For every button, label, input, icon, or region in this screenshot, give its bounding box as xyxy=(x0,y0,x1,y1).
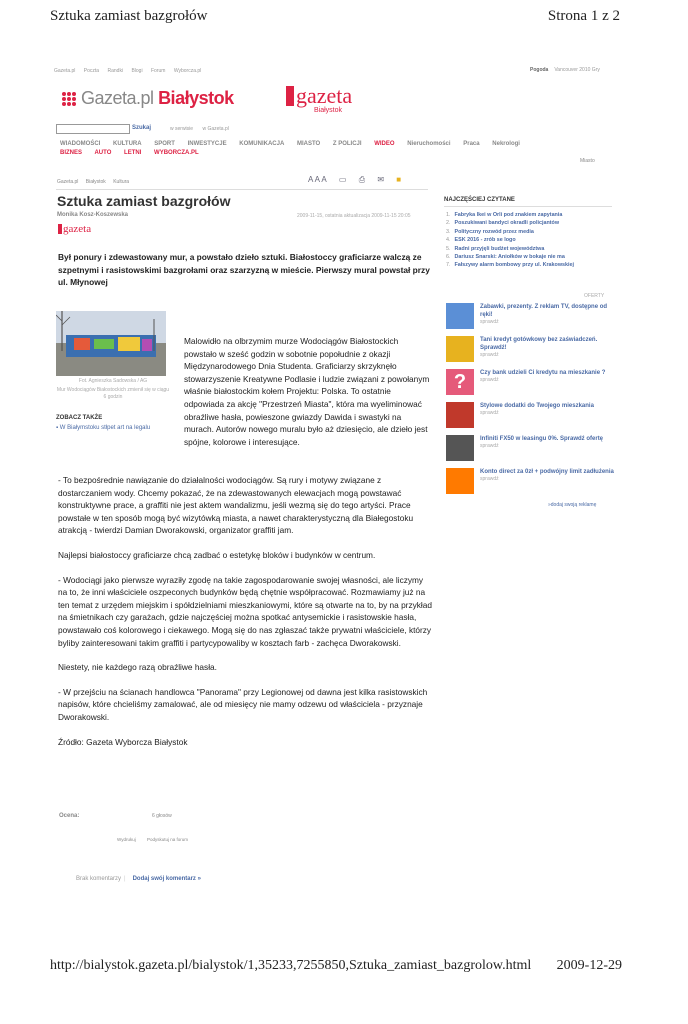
nav-item[interactable]: MIASTO xyxy=(296,141,321,147)
search-scope xyxy=(170,126,237,132)
miasto-link[interactable]: Miasto xyxy=(580,158,595,164)
most-read-item[interactable]: 2. Poszukiwani bandyci okradli policjantów xyxy=(446,220,560,227)
nav-item[interactable]: WYBORCZA.PL xyxy=(154,150,199,156)
breadcrumb-item[interactable]: Białystok xyxy=(85,179,106,185)
gw-source-logo xyxy=(58,224,91,234)
nav-item[interactable]: KULTURA xyxy=(113,141,142,147)
add-comment-link[interactable]: Dodaj swój komentarz » xyxy=(132,876,201,882)
offer-title[interactable]: Tani kredyt gotówkowy bez zaświadczeń. Sprawdź! xyxy=(480,337,598,351)
photo-box xyxy=(56,311,170,455)
nav-item[interactable]: Praca xyxy=(463,141,480,147)
topnav-link[interactable]: Wyborcza.pl xyxy=(173,68,202,74)
add-ad-link[interactable]: »dodaj swoją reklamę xyxy=(548,502,597,508)
nav-item[interactable]: KOMUNIKACJA xyxy=(239,141,285,147)
article-paragraph: Niestety, nie każdego razą obraźliwe hasła. xyxy=(58,662,217,673)
nav-item[interactable]: Nieruchomości xyxy=(407,141,451,147)
nav-item[interactable]: Nekrologi xyxy=(492,141,520,147)
main-navigation xyxy=(60,141,531,147)
print-link[interactable]: Wydrukuj xyxy=(117,837,136,842)
print-icon[interactable]: ⎙ xyxy=(358,175,366,184)
offer-title[interactable]: Zabawki, prezenty. Z reklam TV, dostępne od ręki! xyxy=(480,304,608,318)
offer-item[interactable] xyxy=(446,435,616,468)
logo-dots-icon xyxy=(62,92,76,106)
offer-thumbnail[interactable] xyxy=(446,435,474,461)
offer-source: sprawdź xyxy=(480,377,499,383)
offer-source: sprawdź xyxy=(480,352,499,358)
article-author: Monika Kosz-Koszewska xyxy=(57,212,129,218)
nav-item[interactable]: INWESTYCJE xyxy=(187,141,227,147)
article-paragraph: - Wodociągi jako pierwsze wyraziły zgodę na takie zagospodarowanie swojej własności, ale liczymy na to, że inni właściciele oszpeconych budynków będą chętnie współpracować. Rozmawiamy już na ten temat z urzędem miejskim i spółdzielniami mieszkaniowymi, które są otwarte na to, by na przykład na śmietnikach czy garażach, gdzie najczęściej można spotkać antysemickie i rasistowskie hasła, powstawało coś kolorowego i ciekawego. Mogą się do nas zgłaszać także prywatni właściciele, którzy byliby zainteresowani takim graffiti i partycypowaliby w kosztach farb - zachęca Dworakowski. xyxy=(58,574,432,648)
most-read-item[interactable]: 7. Fałszywy alarm bombowy przy ul. Krakowskiej xyxy=(446,262,575,269)
offer-source: sprawdź xyxy=(480,319,499,325)
breadcrumb-item[interactable]: Kultura xyxy=(113,179,130,185)
no-comments-label: Brak komentarzy xyxy=(76,876,122,882)
article-date: 2009-11-15, ostatnia aktualizacja 2009-11-15 20:05 xyxy=(297,213,411,219)
related-heading: ZOBACZ TAKŻE xyxy=(56,415,103,421)
comments-bar: Brak komentarzy | Dodaj swój komentarz » xyxy=(76,876,201,882)
gw-logo-bar-icon xyxy=(286,86,294,106)
search-scope-portal[interactable]: w Gazeta.pl xyxy=(202,126,229,132)
bookmark-icon[interactable]: ■ xyxy=(396,175,402,184)
breadcrumb xyxy=(57,179,135,185)
print-footer-date: 2009-12-29 xyxy=(556,958,622,973)
article-lead: Był ponury i zdewastowany mur, a powstało dzieło sztuki. Białostoccy graficiarze walczą ze szpetnymi i rasistowskimi bazgrołami oraz szarzyzną w mieście. Pierwszy mural powstał przy ul. Młynowej xyxy=(58,252,430,287)
most-read-item[interactable]: 3. Polityczny rozwód przez media xyxy=(446,228,534,235)
nav-item[interactable]: SPORT xyxy=(154,141,175,147)
most-read-item[interactable]: 6. Dariusz Snarski: Aniołków w bokaje nie ma xyxy=(446,254,565,261)
article-tools xyxy=(308,175,411,185)
logo-prefix: Gazeta.pl xyxy=(81,88,154,108)
weather-label[interactable]: Pogoda xyxy=(530,67,549,73)
offer-thumbnail[interactable] xyxy=(446,336,474,362)
topnav-link[interactable]: Forum xyxy=(150,68,166,74)
gazeta-wyborcza-logo[interactable] xyxy=(286,83,353,108)
offer-item[interactable] xyxy=(446,336,616,369)
article-body xyxy=(58,474,432,760)
article-actions xyxy=(117,837,198,842)
print-page-number: Strona 1 z 2 xyxy=(547,8,620,24)
nav-item[interactable]: WIDEO xyxy=(374,141,395,147)
offer-thumbnail[interactable]: ? xyxy=(446,369,474,395)
rating-votes: 6 głosów xyxy=(152,813,172,819)
gazeta-bialystok-logo[interactable] xyxy=(62,88,234,109)
offer-title[interactable]: Infiniti FX50 w leasingu 0%. Sprawdź ofertę xyxy=(480,436,604,442)
gw-logo-word: gazeta xyxy=(296,83,353,108)
breadcrumb-item[interactable]: Gazeta.pl xyxy=(57,179,79,185)
topnav-link[interactable]: Blogi xyxy=(131,68,143,74)
mural-photo[interactable] xyxy=(56,311,166,376)
offer-thumbnail[interactable] xyxy=(446,468,474,494)
nav-item[interactable]: BIZNES xyxy=(60,150,83,156)
article-paragraph: - To bezpośrednie nawiązanie do działalności wodociągów. Są rury i motywy związane z dostarczaniem wody. Chcemy pokazać, że na zdewastowanych elewacjach mogą powstawać konstruktywne prace, a graffiti nie jest aktem wandalizmu, jeśli wezmą się do tego artyści. Prace powstałe w ten sposób mogą być wizytówką miasta, a nawet charakterystyczną dla Białegostoku atrakcją - twierdzi Damian Dworakowski, organizator graffiti jam. xyxy=(58,475,414,536)
most-read-heading: NAJCZĘŚCIEJ CZYTANE xyxy=(444,197,515,203)
nav-item[interactable]: LETNI xyxy=(124,150,142,156)
comment-icon[interactable]: ▭ xyxy=(338,175,347,184)
article-title: Sztuka zamiast bazgrołów xyxy=(57,193,231,209)
font-size-control[interactable]: A A A xyxy=(308,175,327,184)
topnav-link[interactable]: Poczta xyxy=(83,68,100,74)
offer-item[interactable] xyxy=(446,369,616,402)
nav-item[interactable]: WIADOMOŚCI xyxy=(60,141,101,147)
nav-item[interactable]: Z POLICJI xyxy=(332,141,362,147)
offer-source: sprawdź xyxy=(480,410,499,416)
topnav-link[interactable]: Randki xyxy=(107,68,124,74)
header-divider xyxy=(56,189,428,190)
search-button[interactable]: Szukaj xyxy=(132,125,152,131)
offer-item[interactable] xyxy=(446,468,616,501)
rating-label: Ocena: xyxy=(59,813,80,819)
share-icon[interactable]: ✉ xyxy=(377,175,385,184)
offer-source: sprawdź xyxy=(480,443,499,449)
offers-heading: OFERTY xyxy=(584,293,605,299)
offer-item[interactable] xyxy=(446,303,616,336)
article-side-paragraph: Malowidło na olbrzymim murze Wodociągów Białostockich powstało w sześć godzin w sobotnie popołudnie z okazji Międzynarodowego Dnia Studenta. Graficiarzy skrzyknęło stowarzyszenie Kreatywne Podlasie i ludzie związani z powołanym właśnie białostockim kołem Projektu: Polska. To ostatnie odpowiada za akcję "Przestrzeń Miasta", która ma wyeliminować obraźliwe hasła, powieszone gwiazdy Dawida i swastyki na murach. Autorów nowego muralu było aż dziesięcio, ale dzieło jest spójne, kolorowe i interesujące. xyxy=(184,336,430,447)
logo-city: Białystok xyxy=(158,88,234,108)
most-read-divider xyxy=(444,206,612,207)
topnav-link[interactable]: Gazeta.pl xyxy=(54,68,76,74)
most-read-item[interactable]: 1. Fabryka lkei w Orli pod znakiem zapytania xyxy=(446,212,563,218)
offer-title[interactable]: Konto direct za 0zł + podwójny limit zadłużenia xyxy=(480,469,614,475)
promo-link[interactable]: Vancouver 2010 xyxy=(554,67,591,73)
offer-item[interactable] xyxy=(446,402,616,435)
games-link[interactable]: Gry xyxy=(591,67,600,73)
offer-source: sprawdź xyxy=(480,476,499,482)
offer-title[interactable]: Czy bank udzieli Ci kredytu na mieszkanie ? xyxy=(480,370,606,376)
article-source: Źródło: Gazeta Wyborcza Białystok xyxy=(58,736,188,747)
photo-description: Mur Wodociągów Białostockich zmienił się w ciągu 6 godzin xyxy=(56,387,170,400)
offer-thumbnail[interactable] xyxy=(446,303,474,329)
photo-credit: Fot. Agnieszka Sadowska / AG xyxy=(78,378,148,384)
offer-thumbnail[interactable] xyxy=(446,402,474,428)
print-footer-url: http://bialystok.gazeta.pl/bialystok/1,35233,7255850,Sztuka_zamiast_bazgrolow.html xyxy=(50,958,532,973)
search-input[interactable] xyxy=(56,124,130,134)
most-read-item[interactable]: 5. Radni przyjęli budżet województwa xyxy=(446,245,545,252)
offers-list xyxy=(446,303,616,501)
offer-title[interactable]: Stylowe dodatki do Twojego mieszkania xyxy=(480,403,594,409)
most-read-list xyxy=(446,211,616,270)
main-navigation-more xyxy=(60,150,210,156)
related-link[interactable]: ▪ W Białymstoku stłpet art na legalu xyxy=(56,424,170,432)
print-header-title: Sztuka zamiast bazgrołów xyxy=(50,8,208,24)
nav-item[interactable]: AUTO xyxy=(94,150,112,156)
search-scope-site[interactable]: w serwisie xyxy=(170,126,194,132)
top-navigation xyxy=(54,68,208,74)
article-paragraph: - W przejściu na ścianach handlowca "Panorama" przy Legionowej od dawna jest kilka rasistowskich napisów, które chcieliśmy zamalować, ale od miesięcy nie mamy odzewu od właściciela - przyznaje Dworakowski. xyxy=(58,686,428,722)
article-paragraph: Najlepsi białostoccy graficiarze chcą zadbać o estetykę bloków i budynków w centrum. xyxy=(58,549,376,560)
most-read-item[interactable]: 4. ESK 2016 - zrób se logo xyxy=(446,237,516,244)
gw-source-word: gazeta xyxy=(63,223,92,235)
forum-link[interactable]: Podyskutuj na forum xyxy=(146,837,189,842)
gw-logo-city: Białystok xyxy=(314,107,343,114)
top-right-links xyxy=(530,67,600,73)
